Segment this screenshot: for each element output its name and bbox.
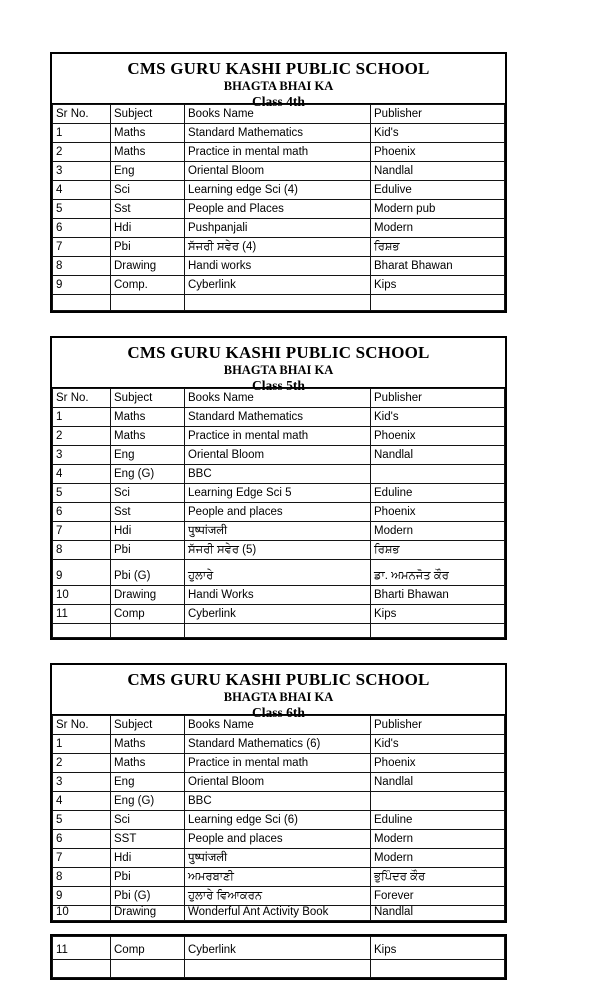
cell-book-name: People and places <box>185 830 371 849</box>
cell-publisher: Modern <box>371 830 505 849</box>
cell-publisher: ਰਿਸ਼ਭ <box>371 238 505 257</box>
cell-publisher: Modern <box>371 522 505 541</box>
cell-subject: Sst <box>111 503 185 522</box>
cell-sr-no: 11 <box>53 937 111 960</box>
table-row <box>53 257 505 276</box>
cell-subject <box>111 295 185 311</box>
cell-sr-no: 10 <box>53 906 111 921</box>
table-row <box>53 830 505 849</box>
cell-publisher <box>371 792 505 811</box>
table-row <box>53 624 505 638</box>
class-5th-table <box>50 336 507 640</box>
cell-book-name: ਸੱਜਰੀ ਸਵੇਰ (4) <box>185 238 371 257</box>
column-header-subject: Subject <box>111 105 185 124</box>
cell-book-name: Oriental Bloom <box>185 162 371 181</box>
cell-publisher: Nandlal <box>371 906 505 921</box>
cell-book-name: BBC <box>185 465 371 484</box>
books-table <box>52 388 505 638</box>
cell-book-name: Wonderful Ant Activity Book <box>185 906 371 921</box>
cell-subject: Pbi <box>111 541 185 560</box>
cell-publisher: Kid's <box>371 124 505 143</box>
cell-publisher: Kips <box>371 937 505 960</box>
cell-book-name: ਹੁਲਾਰੇ <box>185 560 371 586</box>
cell-sr-no: 10 <box>53 586 111 605</box>
cell-publisher <box>371 465 505 484</box>
table-row <box>53 960 505 978</box>
cell-sr-no: 9 <box>53 887 111 906</box>
cell-sr-no: 8 <box>53 257 111 276</box>
table-row <box>53 887 505 906</box>
column-header-publisher: Publisher <box>371 716 505 735</box>
cell-subject: Drawing <box>111 906 185 921</box>
cell-sr-no: 5 <box>53 484 111 503</box>
cell-book-name: Standard Mathematics (6) <box>185 735 371 754</box>
cell-publisher: Phoenix <box>371 503 505 522</box>
cell-book-name: Cyberlink <box>185 605 371 624</box>
class-label: Class 5th <box>252 378 305 393</box>
column-header-sr-no: Sr No. <box>53 716 111 735</box>
cell-sr-no: 3 <box>53 773 111 792</box>
cell-publisher <box>371 624 505 638</box>
cell-book-name: ਅਮਰਬਾਣੀ <box>185 868 371 887</box>
column-header-book-name: Books Name <box>185 389 371 408</box>
table-row <box>53 792 505 811</box>
cell-subject <box>111 624 185 638</box>
cell-book-name <box>185 295 371 311</box>
cell-subject: Comp. <box>111 276 185 295</box>
cell-sr-no: 7 <box>53 238 111 257</box>
cell-subject: Comp <box>111 605 185 624</box>
cell-publisher: ਰਿਸ਼ਭ <box>371 541 505 560</box>
cell-book-name: People and places <box>185 503 371 522</box>
cell-publisher: Bharat Bhawan <box>371 257 505 276</box>
cell-publisher: Nandlal <box>371 162 505 181</box>
table-row <box>53 484 505 503</box>
table-row <box>53 465 505 484</box>
school-location: BHAGTA BHAI KA <box>223 690 334 704</box>
table-row <box>53 937 505 960</box>
books-table <box>52 715 505 921</box>
cell-subject: Pbi <box>111 868 185 887</box>
cell-subject: Sci <box>111 811 185 830</box>
cell-publisher: Modern pub <box>371 200 505 219</box>
table-row <box>53 427 505 446</box>
cell-publisher: Forever <box>371 887 505 906</box>
cell-subject: Eng <box>111 773 185 792</box>
class-6th-continuation-table <box>50 934 507 980</box>
cell-sr-no: 1 <box>53 408 111 427</box>
cell-sr-no: 1 <box>53 124 111 143</box>
table-row <box>53 735 505 754</box>
cell-publisher: Eduline <box>371 811 505 830</box>
cell-sr-no: 11 <box>53 605 111 624</box>
table-row <box>53 162 505 181</box>
cell-book-name <box>185 960 371 978</box>
cell-subject: Pbi (G) <box>111 560 185 586</box>
class-4th-table <box>50 52 507 313</box>
cell-book-name: BBC <box>185 792 371 811</box>
table-row <box>53 541 505 560</box>
table-row <box>53 143 505 162</box>
cell-book-name: Oriental Bloom <box>185 446 371 465</box>
cell-book-name: Practice in mental math <box>185 427 371 446</box>
cell-book-name: Learning edge Sci (6) <box>185 811 371 830</box>
table-row <box>53 522 505 541</box>
cell-subject: Comp <box>111 937 185 960</box>
cell-subject: Maths <box>111 408 185 427</box>
cell-publisher: Kid's <box>371 408 505 427</box>
table-row <box>53 408 505 427</box>
cell-book-name: Practice in mental math <box>185 143 371 162</box>
cell-book-name: Learning Edge Sci 5 <box>185 484 371 503</box>
cell-publisher: Bharti Bhawan <box>371 586 505 605</box>
cell-subject: Sci <box>111 484 185 503</box>
cell-book-name: ਹੁਲਾਰੇ ਵਿਆਕਰਨ <box>185 887 371 906</box>
cell-publisher: Phoenix <box>371 427 505 446</box>
cell-sr-no: 4 <box>53 465 111 484</box>
table-row <box>53 586 505 605</box>
cell-sr-no: 7 <box>53 849 111 868</box>
table-title-block <box>52 665 505 720</box>
column-header-sr-no: Sr No. <box>53 105 111 124</box>
cell-publisher: Modern <box>371 849 505 868</box>
cell-book-name: पुष्पांजली <box>185 522 371 541</box>
cell-publisher: Kips <box>371 605 505 624</box>
cell-subject: Drawing <box>111 257 185 276</box>
cell-sr-no: 4 <box>53 181 111 200</box>
column-header-book-name: Books Name <box>185 716 371 735</box>
cell-sr-no <box>53 960 111 978</box>
cell-sr-no: 7 <box>53 522 111 541</box>
cell-subject: Eng <box>111 446 185 465</box>
books-table <box>52 936 505 978</box>
cell-subject: Drawing <box>111 586 185 605</box>
column-header-subject: Subject <box>111 716 185 735</box>
table-title-block <box>52 338 505 393</box>
column-header-book-name: Books Name <box>185 105 371 124</box>
cell-book-name: Pushpanjali <box>185 219 371 238</box>
cell-sr-no: 6 <box>53 503 111 522</box>
cell-subject: Hdi <box>111 522 185 541</box>
cell-book-name: Standard Mathematics <box>185 408 371 427</box>
table-row <box>53 200 505 219</box>
table-row <box>53 773 505 792</box>
cell-subject: Maths <box>111 427 185 446</box>
cell-subject: Hdi <box>111 219 185 238</box>
table-row <box>53 605 505 624</box>
cell-publisher: Phoenix <box>371 754 505 773</box>
table-row <box>53 181 505 200</box>
cell-sr-no <box>53 624 111 638</box>
table-title-block <box>52 54 505 109</box>
table-row <box>53 503 505 522</box>
column-header-publisher: Publisher <box>371 105 505 124</box>
class-label: Class 6th <box>252 705 305 720</box>
cell-book-name <box>185 624 371 638</box>
table-row <box>53 906 505 921</box>
column-header-subject: Subject <box>111 389 185 408</box>
table-row <box>53 811 505 830</box>
cell-subject: Sci <box>111 181 185 200</box>
cell-sr-no: 9 <box>53 560 111 586</box>
cell-sr-no: 3 <box>53 446 111 465</box>
cell-publisher: Modern <box>371 219 505 238</box>
table-row <box>53 295 505 311</box>
cell-publisher: Phoenix <box>371 143 505 162</box>
cell-subject: Eng (G) <box>111 465 185 484</box>
cell-subject: Pbi <box>111 238 185 257</box>
school-name: CMS GURU KASHI PUBLIC SCHOOL <box>127 670 430 689</box>
cell-book-name: Standard Mathematics <box>185 124 371 143</box>
cell-publisher: Edulive <box>371 181 505 200</box>
cell-subject: Pbi (G) <box>111 887 185 906</box>
cell-subject: Eng (G) <box>111 792 185 811</box>
cell-sr-no: 1 <box>53 735 111 754</box>
cell-sr-no: 8 <box>53 868 111 887</box>
table-row <box>53 754 505 773</box>
cell-subject: Sst <box>111 200 185 219</box>
cell-sr-no: 9 <box>53 276 111 295</box>
cell-publisher: Eduline <box>371 484 505 503</box>
school-name: CMS GURU KASHI PUBLIC SCHOOL <box>127 343 430 362</box>
cell-publisher <box>371 295 505 311</box>
cell-publisher <box>371 960 505 978</box>
cell-publisher: Nandlal <box>371 773 505 792</box>
books-table <box>52 104 505 311</box>
cell-subject: Maths <box>111 143 185 162</box>
cell-subject: Maths <box>111 124 185 143</box>
school-location: BHAGTA BHAI KA <box>223 363 334 377</box>
table-row <box>53 238 505 257</box>
cell-publisher: ਡਾ. ਅਮਨਜੋਤ ਕੌਰ <box>371 560 505 586</box>
table-row <box>53 124 505 143</box>
cell-book-name: Cyberlink <box>185 937 371 960</box>
table-row <box>53 219 505 238</box>
cell-publisher: ਭੁਪਿੰਦਰ ਕੌਰ <box>371 868 505 887</box>
table-row <box>53 446 505 465</box>
school-location: BHAGTA BHAI KA <box>223 79 334 93</box>
cell-book-name: पुष्पांजली <box>185 849 371 868</box>
cell-sr-no: 8 <box>53 541 111 560</box>
cell-book-name: Learning edge Sci (4) <box>185 181 371 200</box>
cell-sr-no: 6 <box>53 219 111 238</box>
cell-publisher: Kips <box>371 276 505 295</box>
cell-subject: Hdi <box>111 849 185 868</box>
cell-subject <box>111 960 185 978</box>
school-name: CMS GURU KASHI PUBLIC SCHOOL <box>127 59 430 78</box>
class-label: Class 4th <box>252 94 305 109</box>
cell-book-name: ਸੱਜਰੀ ਸਵੇਰ (5) <box>185 541 371 560</box>
cell-sr-no <box>53 295 111 311</box>
cell-publisher: Nandlal <box>371 446 505 465</box>
cell-sr-no: 2 <box>53 754 111 773</box>
table-row <box>53 276 505 295</box>
cell-subject: Maths <box>111 754 185 773</box>
cell-book-name: Handi Works <box>185 586 371 605</box>
table-row <box>53 849 505 868</box>
cell-subject: Eng <box>111 162 185 181</box>
cell-sr-no: 6 <box>53 830 111 849</box>
cell-subject: SST <box>111 830 185 849</box>
column-header-publisher: Publisher <box>371 389 505 408</box>
column-header-sr-no: Sr No. <box>53 389 111 408</box>
cell-book-name: Cyberlink <box>185 276 371 295</box>
cell-sr-no: 2 <box>53 143 111 162</box>
cell-publisher: Kid's <box>371 735 505 754</box>
cell-subject: Maths <box>111 735 185 754</box>
class-6th-table <box>50 663 507 923</box>
cell-book-name: Practice in mental math <box>185 754 371 773</box>
cell-sr-no: 5 <box>53 200 111 219</box>
cell-book-name: Oriental Bloom <box>185 773 371 792</box>
table-row <box>53 868 505 887</box>
cell-sr-no: 5 <box>53 811 111 830</box>
cell-sr-no: 4 <box>53 792 111 811</box>
cell-sr-no: 3 <box>53 162 111 181</box>
cell-book-name: Handi works <box>185 257 371 276</box>
cell-sr-no: 2 <box>53 427 111 446</box>
cell-book-name: People and Places <box>185 200 371 219</box>
table-row <box>53 560 505 586</box>
